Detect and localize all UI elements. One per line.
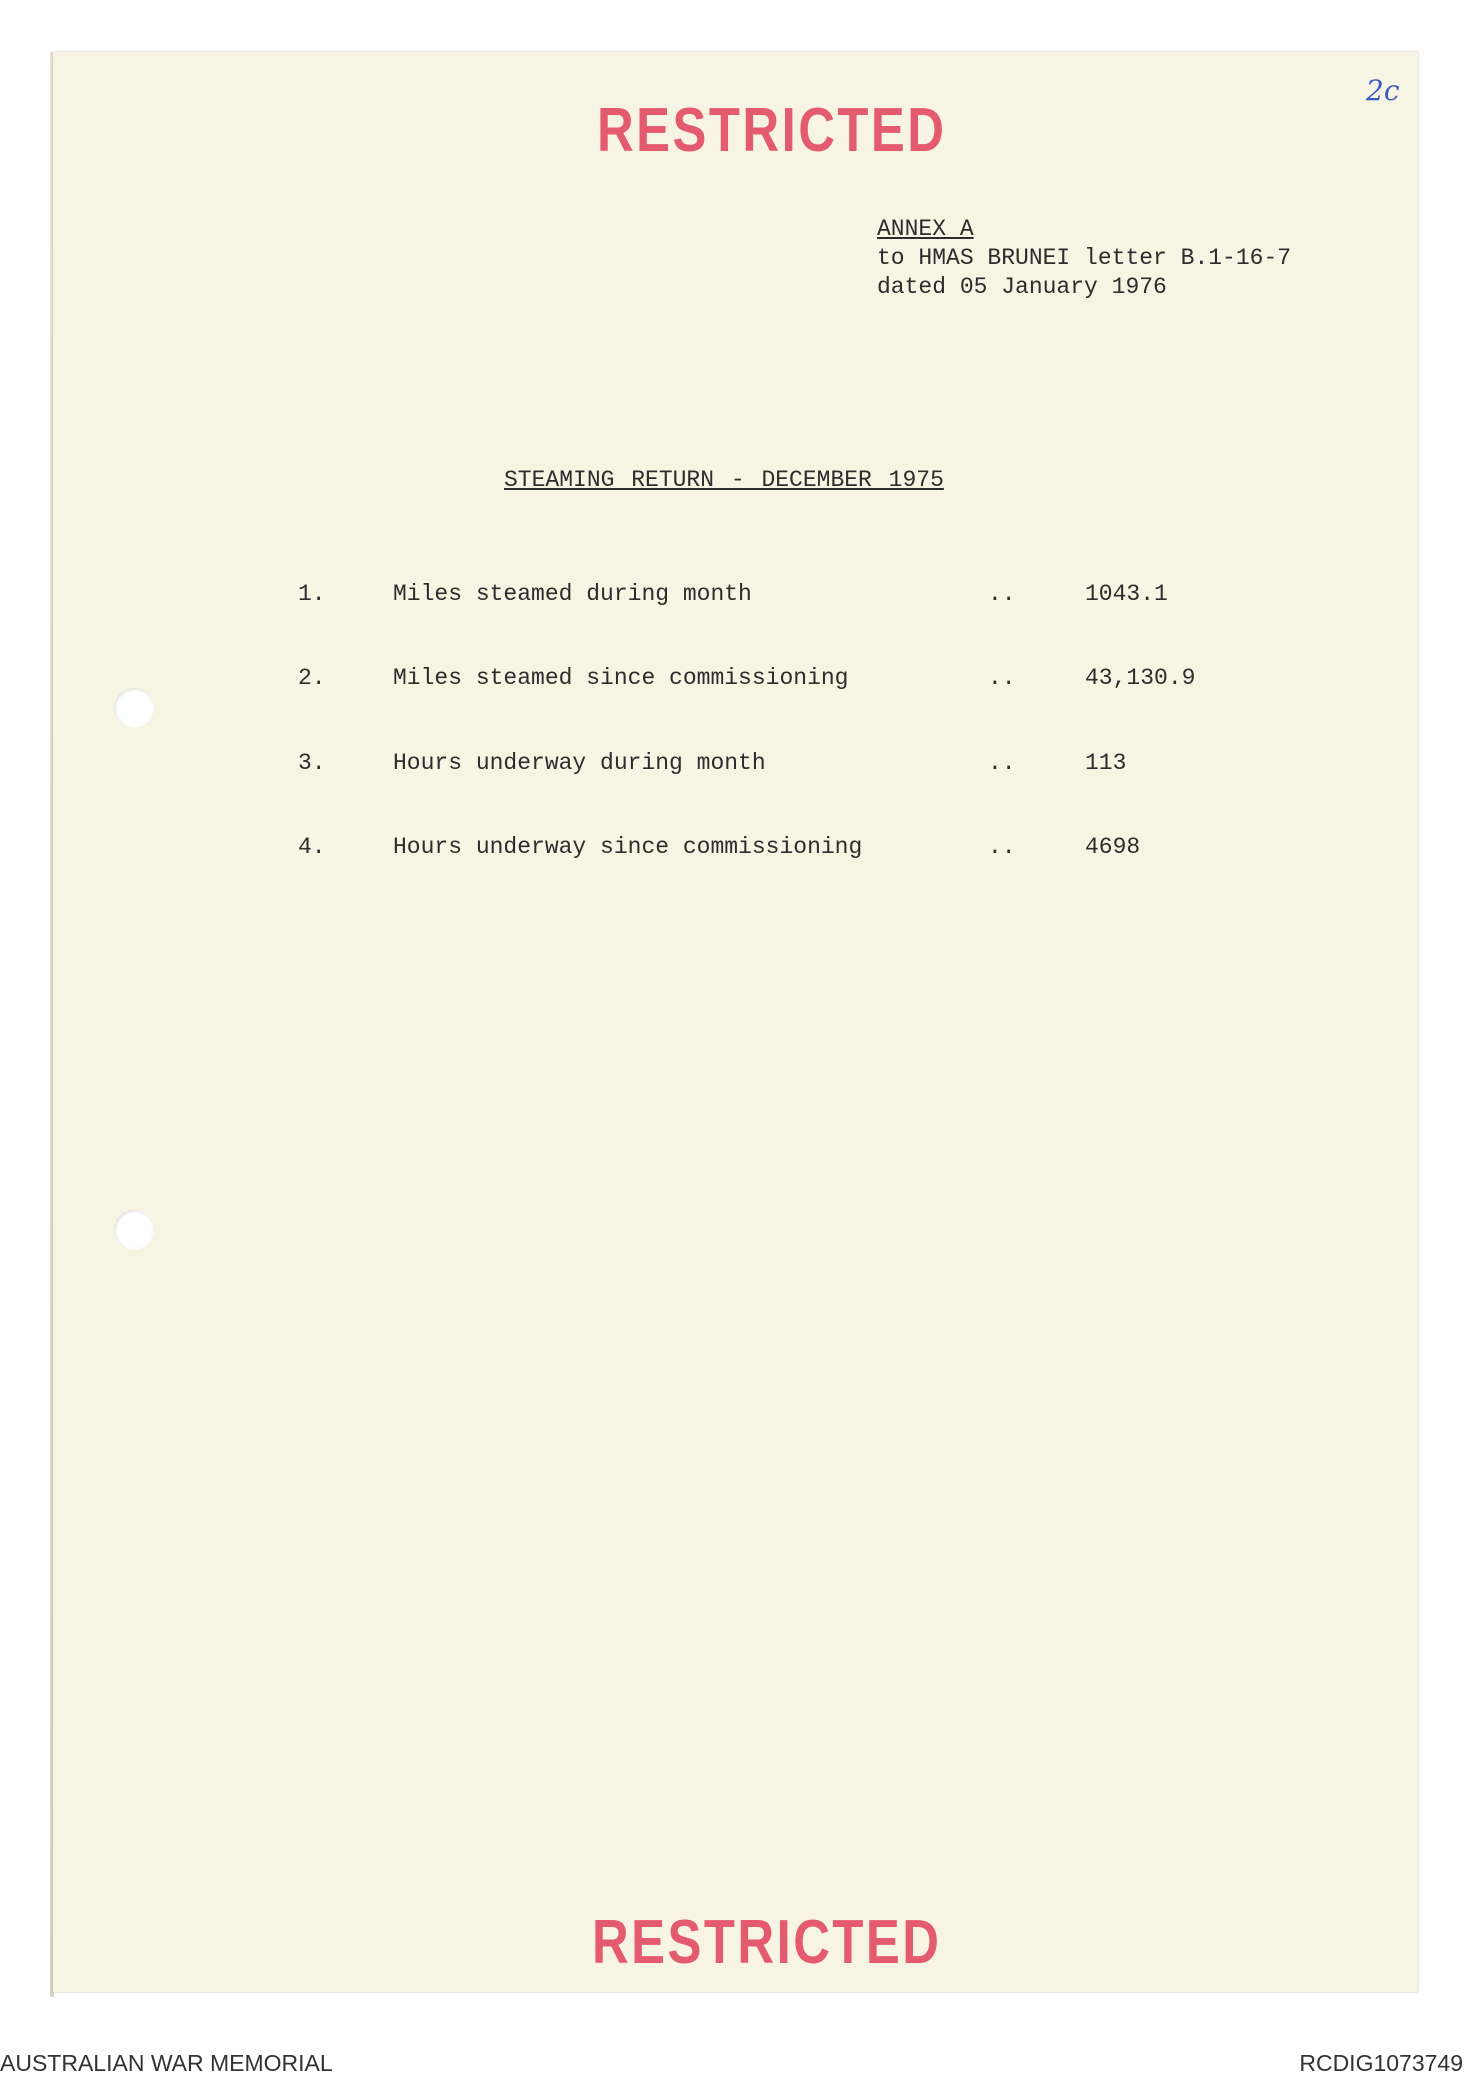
item-leader: .. [988,581,1016,607]
annex-line-2: dated 05 January 1976 [877,274,1167,300]
item-leader: .. [988,665,1016,691]
list-item [0,834,1471,866]
document-page [53,52,1418,1992]
archive-id: RCDIG1073749 [1299,2050,1463,2076]
restricted-stamp-bottom: RESTRICTED [592,1908,942,1977]
archive-credit: AUSTRALIAN WAR MEMORIAL [0,2050,333,2076]
document-title: STEAMING RETURN - DECEMBER 1975 [504,467,944,493]
item-value: 113 [1085,750,1127,776]
item-value: 1043.1 [1085,581,1168,607]
restricted-stamp-top: RESTRICTED [597,96,947,165]
punch-hole [114,1210,154,1250]
item-description: Miles steamed during month [393,581,752,607]
list-item [0,750,1471,782]
item-number: 3. [298,750,326,776]
item-leader: .. [988,834,1016,860]
item-value: 4698 [1085,834,1141,860]
item-number: 1. [298,581,326,607]
handwritten-note: 2c [1366,74,1400,107]
item-leader: .. [988,750,1016,776]
annex-reference [877,215,1291,302]
item-number: 4. [298,834,326,860]
item-description: Hours underway during month [393,750,766,776]
annex-line-1: to HMAS BRUNEI letter B.1-16-7 [877,245,1292,271]
item-description: Hours underway since commissioning [393,834,863,860]
item-description: Miles steamed since commissioning [393,665,849,691]
item-number: 2. [298,665,326,691]
list-item [0,665,1471,697]
list-item [0,581,1471,613]
annex-heading: ANNEX A [877,216,974,242]
item-value: 43,130.9 [1085,665,1196,691]
